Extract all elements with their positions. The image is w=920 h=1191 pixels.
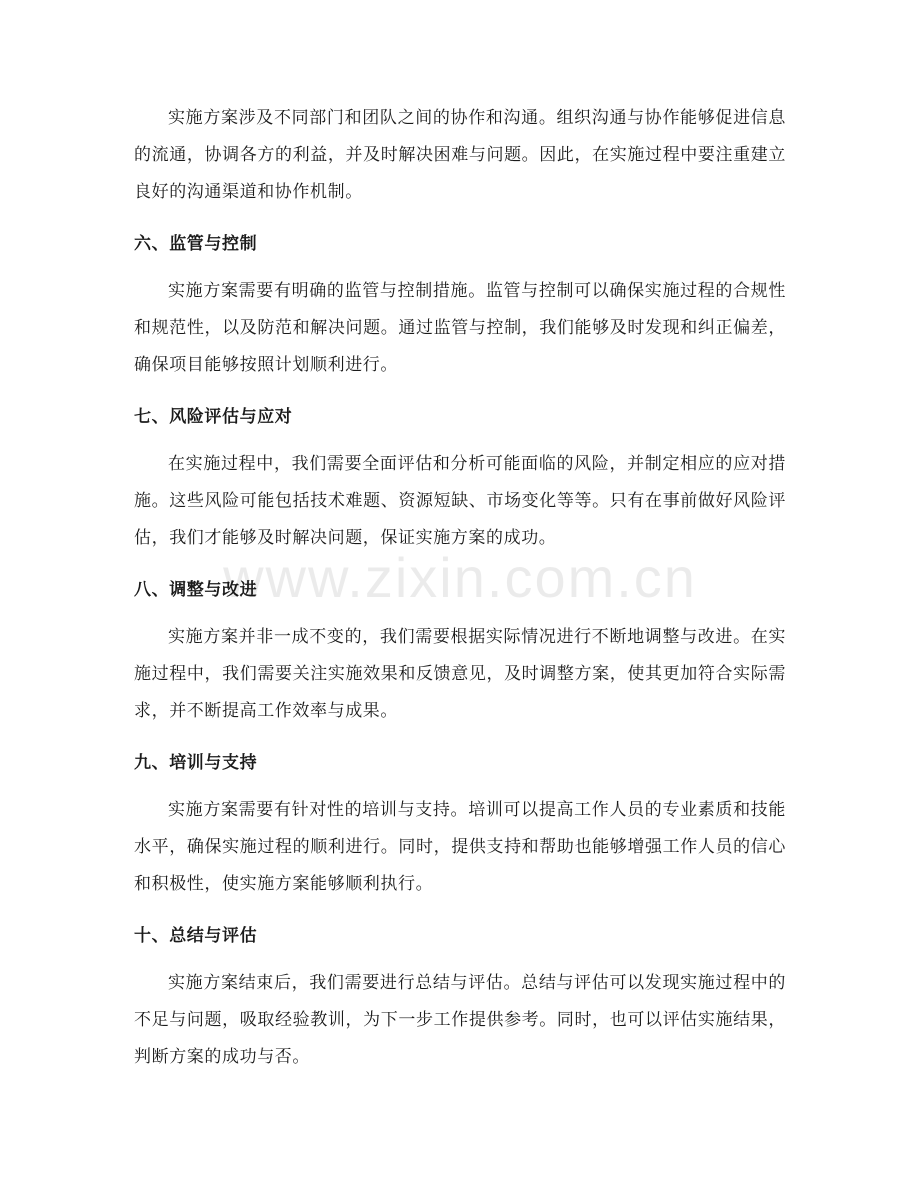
section-heading: 十、总结与评估 — [134, 926, 258, 946]
watermark: www.zixin.com.cn — [223, 546, 697, 609]
section-heading: 七、风险评估与应对 — [134, 407, 293, 427]
section-paragraph: 实施方案并非一成不变的，我们需要根据实际情况进行不断地调整与改进。在实施过程中，我们需要关注实施效果和反馈意见，及时调整方案，使其更加符合实际需求，并不断提高工作效率与成果。 — [134, 627, 786, 721]
section-paragraph: 实施方案结束后，我们需要进行总结与评估。总结与评估可以发现实施过程中的不足与问题，吸取经验教训，为下一步工作提供参考。同时，也可以评估实施结果，判断方案的成功与否。 — [134, 973, 786, 1067]
section-paragraph: 实施方案需要有明确的监管与控制措施。监管与控制可以确保实施过程的合规性和规范性，以及防范和解决问题。通过监管与控制，我们能够及时发现和纠正偏差，确保项目能够按照计划顺利进行。 — [134, 281, 786, 375]
section-6 — [134, 232, 786, 384]
section-heading: 八、调整与改进 — [134, 580, 258, 600]
section-paragraph: 实施方案需要有针对性的培训与支持。培训可以提高工作人员的专业素质和技能水平，确保实施过程的顺利进行。同时，提供支持和帮助也能够增强工作人员的信心和积极性，使实施方案能够顺利执行。 — [134, 800, 786, 894]
section-9 — [134, 751, 786, 903]
section-paragraph: 在实施过程中，我们需要全面评估和分析可能面临的风险，并制定相应的应对措施。这些风险可能包括技术难题、资源短缺、市场变化等等。只有在事前做好风险评估，我们才能够及时解决问题，保证实施方案的成功。 — [134, 454, 786, 548]
document-body — [134, 100, 786, 1097]
section-heading: 九、培训与支持 — [134, 753, 258, 773]
section-8 — [134, 578, 786, 730]
section-7 — [134, 405, 786, 557]
intro-paragraph: 实施方案涉及不同部门和团队之间的协作和沟通。组织沟通与协作能够促进信息的流通，协调各方的利益，并及时解决困难与问题。因此，在实施过程中要注重建立良好的沟通渠道和协作机制。 — [134, 108, 786, 202]
section-heading: 六、监管与控制 — [134, 234, 258, 254]
section-10 — [134, 924, 786, 1076]
